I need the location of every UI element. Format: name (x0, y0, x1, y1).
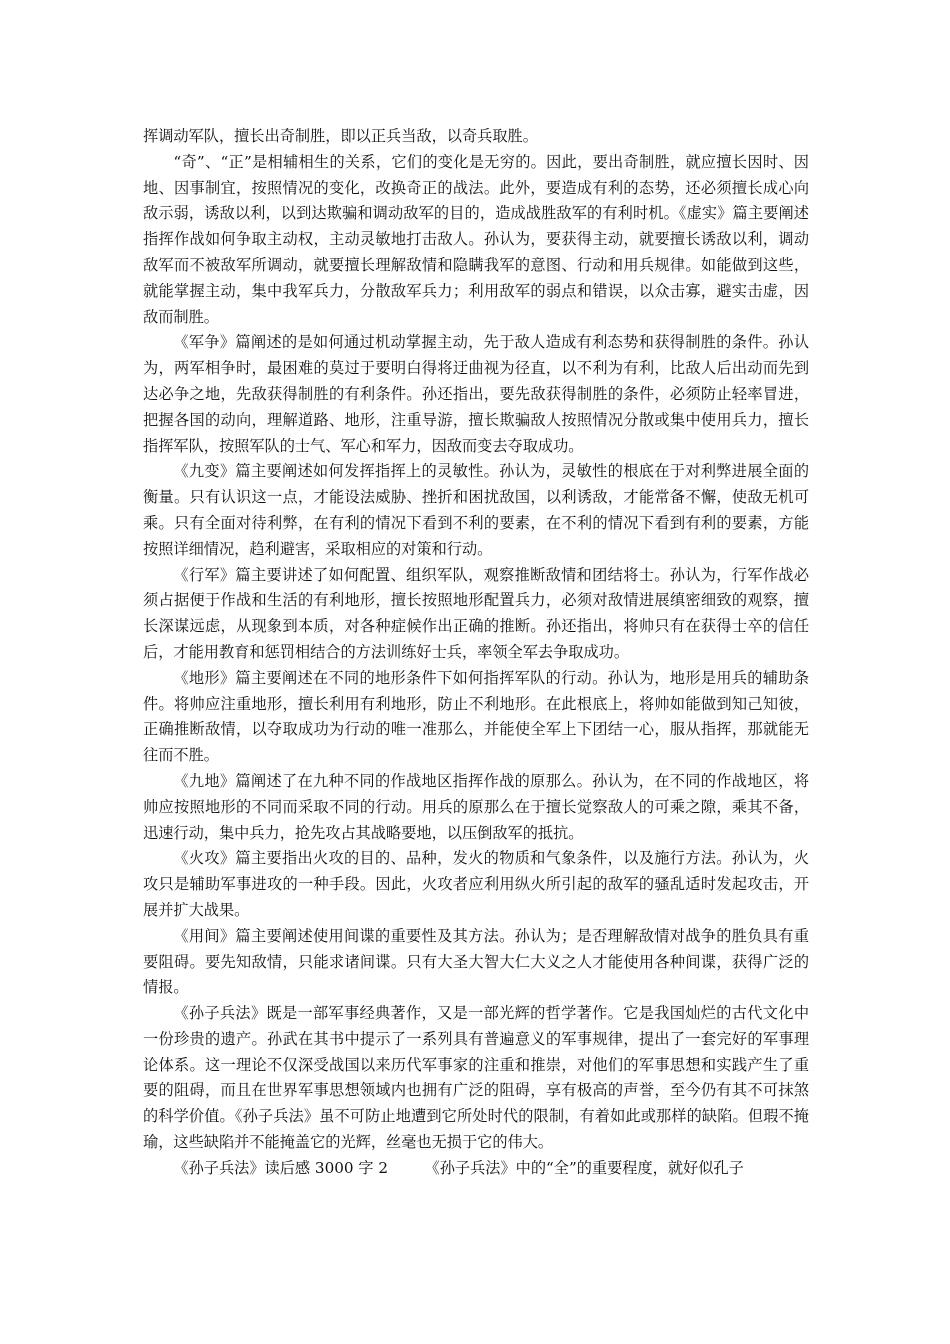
paragraph-10: 《孙子兵法》既是一部军事经典著作，又是一部光辉的哲学著作。它是我国灿烂的古代文化中一份珍贵的遗产。孙武在其书中提示了一系列具有普遍意义的军事规律，提出了一套完好的军事理论体系。这一理论不仅深受战国以来历代军事家的注重和推崇，对他们的军事思想和实践产生了重要的阻碍，而且在世界军事思想领域内也拥有广泛的阻碍，享有极高的声誉，至今仍有其不可抹煞的科学价值。《孙子兵法》虽不可防止地遭到它所处时代的限制，有着如此或那样的缺陷。但瑕不掩瑜，这些缺陷并不能掩盖它的光辉，丝毫也无损于它的伟大。 (143, 1004, 809, 1152)
paragraph-7: 《九地》篇阐述了在九种不同的作战地区指挥作战的原那么。孙认为，在不同的作战地区，将帅应按照地形的不同而采取不同的行动。用兵的原那么在于擅长觉察敌人的可乘之隙，乘其不备，迅速行动，集中兵力，抢先攻占其战略要地，以压倒敌军的抵抗。 (143, 771, 809, 842)
paragraph-4: 《九变》篇主要阐述如何发挥指挥上的灵敏性。孙认为，灵敏性的根底在于对利弊进展全面的衡量。只有认识这一点，才能设法威胁、挫折和困扰敌国，以利诱敌，才能常备不懈，使敌无机可乘。只有全面对待利弊，在有利的情况下看到不利的要素，在不利的情况下看到有利的要素，方能按照详细情况，趋利避害，采取相应的对策和行动。 (143, 462, 809, 558)
paragraph-8: 《火攻》篇主要指出火攻的目的、品种，发火的物质和气象条件，以及施行方法。孙认为，火攻只是辅助军事进攻的一种手段。因此，火攻者应利用纵火所引起的敌军的骚乱适时发起攻击，开展并扩大战果。 (143, 849, 809, 919)
paragraph-3: 《军争》篇阐述的是如何通过机动掌握主动，先于敌人造成有利态势和获得制胜的条件。孙认为，两军相争时，最困难的莫过于要明白得将迂曲视为径直，以不利为有利，比敌人后出动而先到达必争之地，先敌获得制胜的有利条件。孙还指出，要先敌获得制胜的条件，必须防止轻率冒进，把握各国的动向，理解道路、地形，注重导游，擅长欺骗敌人按照情况分散或集中使用兵力，擅长指挥军队，按照军队的士气、军心和军力，因敌而变去夺取成功。 (143, 333, 809, 455)
essay-opening-text: 《孙子兵法》中的“全”的重要程度，就好似孔子 (424, 1158, 744, 1177)
paragraph-5: 《行军》篇主要讲述了如何配置、组织军队，观察推断敌情和团结将士。孙认为，行军作战必须占据便于作战和生活的有利地形，擅长按照地形配置兵力，必须对敌情进展缜密细致的观察，擅长深谋远虑，从现象到本质，对各种症候作出正确的推断。孙还指出，将帅只有在获得士卒的信任后，才能用教育和惩罚相结合的方法训练好士兵，率领全军去争取成功。 (143, 565, 809, 661)
final-line (143, 1156, 809, 1182)
paragraph-9: 《用间》篇主要阐述使用间谍的重要性及其方法。孙认为；是否理解敌情对战争的胜负具有重要阻碍。要先知敌情，只能求诸间谍。只有大圣大智大仁大义之人才能使用各种间谍，获得广泛的情报。 (143, 926, 809, 997)
document-body (143, 124, 809, 1182)
paragraph-6: 《地形》篇主要阐述在不同的地形条件下如何指挥军队的行动。孙认为，地形是用兵的辅助条件。将帅应注重地形，擅长利用有利地形，防止不利地形。在此根底上，将帅如能做到知己知彼，正确推断敌情，以夺取成功为行动的唯一准那么，并能使全军上下团结一心，服从指挥，那就能无往而不胜。 (143, 668, 809, 765)
paragraph-1: 挥调动军队，擅长出奇制胜，即以正兵当敌，以奇兵取胜。 (143, 127, 538, 145)
essay-heading: 《孙子兵法》读后感 3000 字 2 (173, 1158, 389, 1177)
paragraph-2: “奇”、“正”是相辅相生的关系，它们的变化是无穷的。因此，要出奇制胜，就应擅长因时、因地、因事制宜，按照情况的变化，改换奇正的战法。此外，要造成有利的态势，还必须擅长成心向敌示弱，诱敌以利，以到达欺骗和调动敌军的目的，造成战胜敌军的有利时机。《虚实》篇主要阐述指挥作战如何争取主动权，主动灵敏地打击敌人。孙认为，要获得主动，就要擅长诱敌以利，调动敌军而不被敌军所调动，就要擅长理解敌情和隐瞒我军的意图、行动和用兵规律。如能做到这些，就能掌握主动，集中我军兵力，分散敌军兵力；利用敌军的弱点和错误，以众击寡，避实击虚，因敌而制胜。 (143, 152, 809, 326)
